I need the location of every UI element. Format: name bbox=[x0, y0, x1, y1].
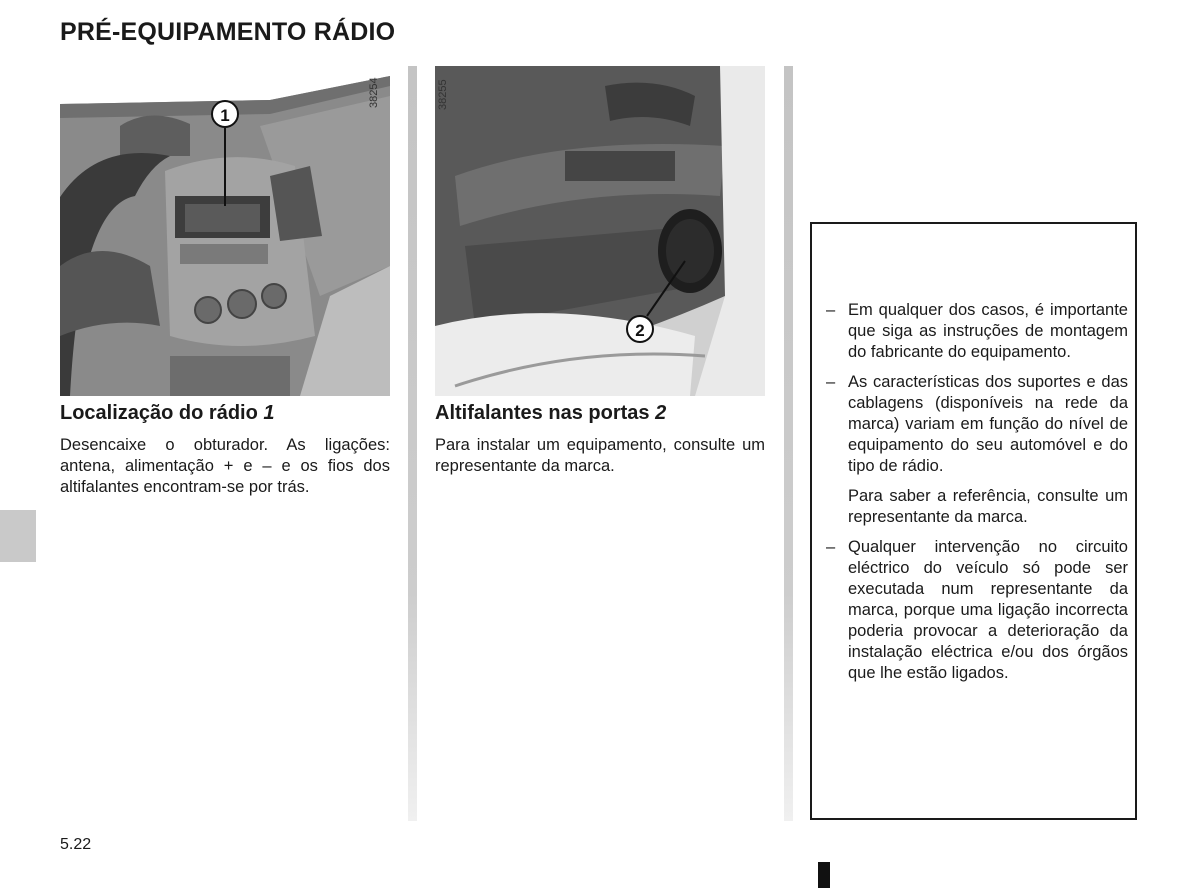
figure-1-description: Desencaixe o obturador. As ligações: antena, alimentação + e – e os fios dos altifalantes encontram-se por trás. bbox=[60, 436, 390, 496]
page-title: PRÉ-EQUIPAMENTO RÁDIO bbox=[60, 18, 396, 46]
notes-list bbox=[826, 300, 1128, 693]
figure-1-number: 38254 bbox=[368, 77, 380, 109]
list-dash: – bbox=[826, 373, 836, 391]
figure-1-heading-text: Localização do rádio bbox=[60, 402, 258, 424]
chapter-tab bbox=[0, 510, 36, 562]
list-dash: – bbox=[826, 538, 836, 556]
note-item bbox=[826, 537, 1128, 684]
note-item bbox=[826, 300, 1128, 363]
note-text: As características dos suportes e das cablagens (disponíveis na rede da marca) variam em função do nível de equipamento do seu automóvel e do tipo de rádio. bbox=[848, 373, 1128, 475]
figure-2-number: 38255 bbox=[437, 79, 449, 111]
note-item bbox=[826, 372, 1128, 477]
note-subtext: Para saber a referência, consulte um representante da marca. bbox=[848, 487, 1128, 526]
page-number: 5.22 bbox=[60, 836, 92, 853]
column-divider bbox=[408, 66, 417, 821]
radio-location-illustration bbox=[60, 66, 390, 396]
figure-1-heading bbox=[60, 402, 275, 425]
callout-1: 1 bbox=[220, 106, 230, 125]
callout-2: 2 bbox=[635, 321, 645, 340]
figure-2-heading bbox=[435, 402, 666, 425]
figure-2-heading-number: 2 bbox=[655, 402, 667, 424]
list-dash: – bbox=[826, 301, 836, 319]
figure-2-description: Para instalar um equipamento, consulte um representante da marca. bbox=[435, 436, 765, 475]
notes-box bbox=[810, 222, 1137, 820]
note-text: Em qualquer dos casos, é importante que siga as instruções de montagem do fabricante do equipamento. bbox=[848, 301, 1128, 361]
column-divider bbox=[784, 66, 793, 821]
note-text: Qualquer intervenção no circuito eléctrico do veículo só pode ser executada num representante da marca, porque uma ligação incorrecta poderia provocar a deterioração da instalação eléctrica e/ou dos órgãos que lhe estão ligados. bbox=[848, 538, 1128, 682]
door-speaker-illustration bbox=[435, 66, 765, 396]
figure-2-heading-text: Altifalantes nas portas bbox=[435, 402, 650, 424]
corner-marker bbox=[818, 862, 830, 888]
figure-1-heading-number: 1 bbox=[263, 402, 275, 424]
